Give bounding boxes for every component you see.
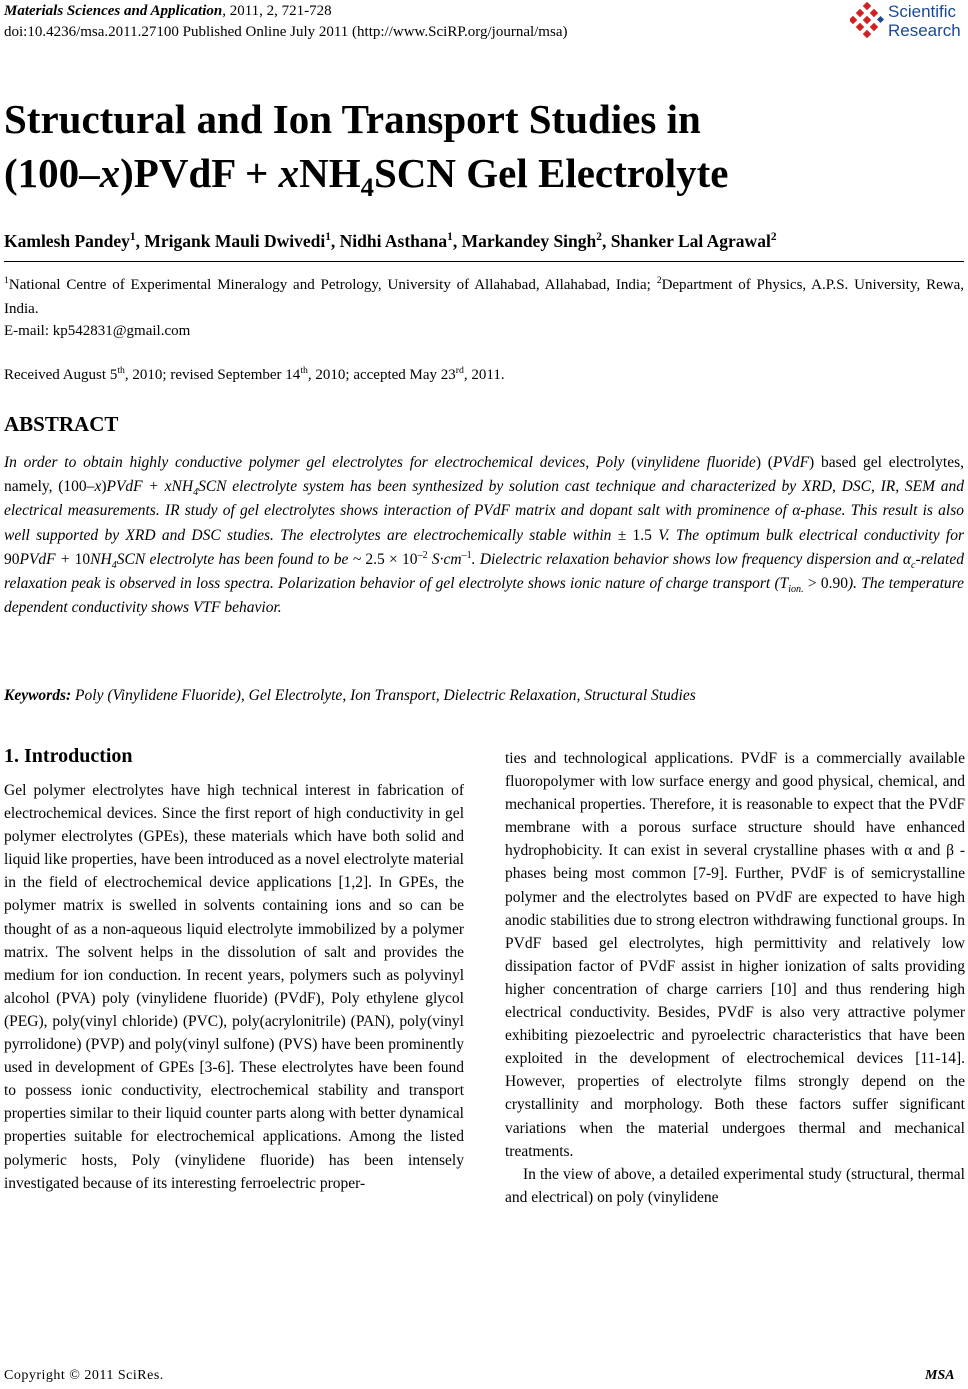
abstract-text: > — [803, 575, 821, 593]
title-part: SCN Gel Electrolyte — [373, 150, 729, 196]
doi-line: doi:10.4236/msa.2011.27100 Published Online July 2011 (http://www.SciRP.org/journal/msa) — [4, 24, 568, 40]
abstract-text: ) — [101, 478, 107, 496]
keywords — [4, 685, 964, 707]
abstract-heading: ABSTRACT — [4, 412, 119, 436]
author-list: Kamlesh Pandey$^1$, Mrigank Mauli Dwivedi$^1$, Nidhi Asthana$^1$, Markandey Singh$^2$, Shanker Lal Agrawal$^2$ — [4, 231, 777, 251]
title-var-x: x — [278, 150, 300, 196]
title-part: NH — [299, 150, 361, 196]
abstract-text: ) ( — [755, 454, 773, 471]
abstract-text: PVdF — [772, 454, 810, 471]
abstract-subscript: ion. — [788, 584, 804, 596]
abstract-text: ). The temperature dependent conductivity shows VTF behavior. — [4, 575, 964, 617]
author-name: Kamlesh Pandey — [4, 231, 130, 251]
affiliation-2: Department of Physics, A.P.S. University, Rewa, India. — [4, 277, 964, 317]
author-affiliation-mark: 1 — [325, 231, 331, 244]
abstract-text: 0.90 — [820, 575, 848, 593]
abstract-text: -related relaxation peak is observed in loss spectra. Polarization behavior of gel electrolyte shows ionic nature of charge transport (T — [4, 550, 964, 593]
logo-line-1: Scientific — [888, 2, 957, 21]
journal-citation — [4, 2, 332, 21]
abstract-text: S·cm — [427, 550, 462, 568]
abstract-text: NH — [90, 550, 112, 568]
received-dates — [4, 365, 505, 385]
received-part: Received August 5 — [4, 367, 118, 383]
abstract-text: x — [94, 478, 102, 496]
abstract-text: In order to obtain highly conductive polymer gel electrolytes for electrochemical devices — [4, 454, 586, 471]
author-affiliation-mark: 2 — [596, 231, 602, 244]
abstract-text: PVdF + xNH — [106, 478, 194, 496]
email-line: E-mail: kp542831@gmail.com — [4, 323, 191, 339]
right-column — [505, 747, 965, 1209]
journal-name: Materials Sciences and Application — [4, 3, 223, 19]
keywords-label: Keywords: — [4, 687, 72, 704]
abstract-subscript: c — [911, 559, 916, 571]
ordinal: th — [117, 365, 125, 376]
abstract-superscript: –1 — [461, 549, 472, 561]
abstract-text: SCN electrolyte has been found to be ~ — [116, 550, 366, 568]
affiliation-mark: 1 — [4, 275, 9, 286]
ordinal: th — [300, 365, 308, 376]
abstract-text: V. The optimum bulk electrical conductivity for — [651, 526, 964, 544]
title-line-2 — [4, 146, 964, 203]
author-name: Mrigank Mauli Dwivedi — [144, 231, 326, 251]
abstract-superscript: –2 — [417, 549, 428, 561]
abstract-text: Poly — [595, 454, 625, 471]
abstract-text: (100– — [58, 478, 95, 496]
abstract-text: , — [585, 454, 596, 471]
journal-abbreviation: MSA — [925, 1368, 955, 1383]
affiliations — [4, 273, 964, 321]
abstract-subscript: 4 — [111, 559, 117, 571]
author-affiliation-mark: 1 — [129, 231, 136, 244]
abstract-text: SCN electrolyte system has been synthesized by solution cast technique and characterized by XRD, DSC, IR, SEM and electrical measurements. IR study of gel electrolytes shows interaction of PVdF matrix and dopant salt with prominence of α-phase. This result is also well supported by XRD and DSC studies. The electrolytes are electrochemically stable within ± — [4, 478, 964, 544]
author-name: Nidhi Asthana — [339, 231, 448, 251]
paragraph: ties and technological applications. PVdF is a commercially available fluoropolymer with low surface energy and good physical, chemical, and mechanical properties. Therefore, it is reasonable to expect that the PVdF membrane with a porous surface structure should have enhanced hydrophobicity. It can exist in several crystalline phases with α and β -phases being most common [7-9]. Further, PVdF is of semicrystalline polymer and the electrolytes based on PVdF are expected to have high anodic stabilities due to strong electron withdrawing functional groups. In PVdF based gel electrolytes, high permittivity and relatively low dissipation factor of PVdF assist in higher ionization of salts providing higher concentration of charge carriers [10] and thus rendering high electrical conductivity. Besides, PVdF is also very attractive polymer exhibiting piezoelectric and pyroelectric characteristics that have been exploited in the development of electrochemical devices [11-14]. However, properties of electrolyte films strongly depend on the crystallinity and morphology. Both these factors suffer significant variations when the material undergoes thermal and mechanical treatments. — [505, 750, 965, 1160]
received-part: , 2010; revised September 14 — [124, 367, 301, 383]
abstract-text: 10 — [74, 550, 91, 568]
abstract-body — [4, 451, 964, 620]
scientific-research-logo — [850, 2, 968, 42]
paragraph: Gel polymer electrolytes have high technical interest in fabrication of electrochemical devices. Since the first report of high conductivity in gel polymer electrolytes (GPEs), these materials which have both solid and liquid like properties, have been introduced as a novel electrolyte material in the field of electrochemical device applications [1,2]. In GPEs, the polymer matrix is swelled in solvents containing ions and so can be thought of as a non-aqueous liquid electrolyte immobilized by a polymer matrix. The solvent helps in the dissolution of salt and provides the medium for ion conduction. In recent years, polymers such as polyvinyl alcohol (PVA) poly (vinylidene fluoride) (PVdF), Poly ethylene glycol (PEG), poly(vinyl chloride) (PVC), poly(acrylonitrile) (PAN), poly(vinyl pyrrolidone) (PVP) and poly(vinyl sulfone) (PVS) have been prominently used in development of GPEs [3-6]. These electrolytes have been found to possess ionic conductivity, electrochemical stability and transport properties similar to their liquid counter parts along with better dynamical properties suitable for electrochemical applications. Among the listed polymeric hosts, Poly (vinylidene fluoride) has been intensely investigated because of its interesting ferroelectric proper- — [4, 782, 464, 1192]
affiliation-1: National Centre of Experimental Mineralogy and Petrology, University of Allahabad, Allahabad, India; — [8, 277, 657, 293]
title-var-x: x — [99, 150, 121, 196]
abstract-text: 1.5 — [632, 526, 652, 544]
abstract-text: 90 — [4, 550, 20, 568]
ordinal: rd — [455, 365, 464, 376]
author-name: Shanker Lal Agrawal — [610, 231, 771, 251]
copyright: Copyright © 2011 SciRes. — [4, 1368, 164, 1383]
author-affiliation-mark: 2 — [770, 231, 777, 244]
abstract-text: . Dielectric relaxation behavior shows low frequency dispersion and α — [471, 550, 912, 568]
section-heading: 1. Introduction — [4, 745, 133, 767]
received-part: , 2010; accepted May 23 — [307, 367, 456, 383]
author-name: Markandey Singh — [461, 231, 597, 251]
logo-mark-icon — [850, 2, 886, 38]
abstract-text: 2.5 × 10 — [365, 550, 418, 568]
logo-line-2: Research — [888, 21, 961, 40]
left-column — [4, 779, 464, 1195]
author-affiliation-mark: 1 — [447, 231, 453, 244]
title-line-1: Structural and Ion Transport Studies in — [4, 96, 701, 142]
abstract-subscript: 4 — [193, 487, 199, 499]
keywords-text: Poly (Vinylidene Fluoride), Gel Electrolyte, Ion Transport, Dielectric Relaxation, Structural Studies — [71, 687, 696, 704]
divider — [4, 261, 964, 262]
paper-title — [4, 92, 964, 203]
abstract-text: ) based gel electrolytes, namely, — [4, 454, 965, 496]
title-part: (100– — [4, 150, 100, 196]
abstract-text: vinylidene fluoride — [636, 454, 756, 471]
abstract-text: PVdF + — [19, 550, 75, 568]
paragraph: In the view of above, a detailed experimental study (structural, thermal and electrical) on poly (vinylidene — [505, 1165, 965, 1206]
journal-volume-pages: , 2011, 2, 721-728 — [222, 3, 332, 19]
received-part: , 2011. — [463, 367, 505, 383]
abstract-text: ( — [624, 454, 637, 471]
title-subscript: 4 — [360, 172, 374, 203]
logo-text — [888, 2, 961, 40]
affiliation-mark: 2 — [656, 275, 662, 286]
title-part: )PVdF + — [120, 150, 279, 196]
